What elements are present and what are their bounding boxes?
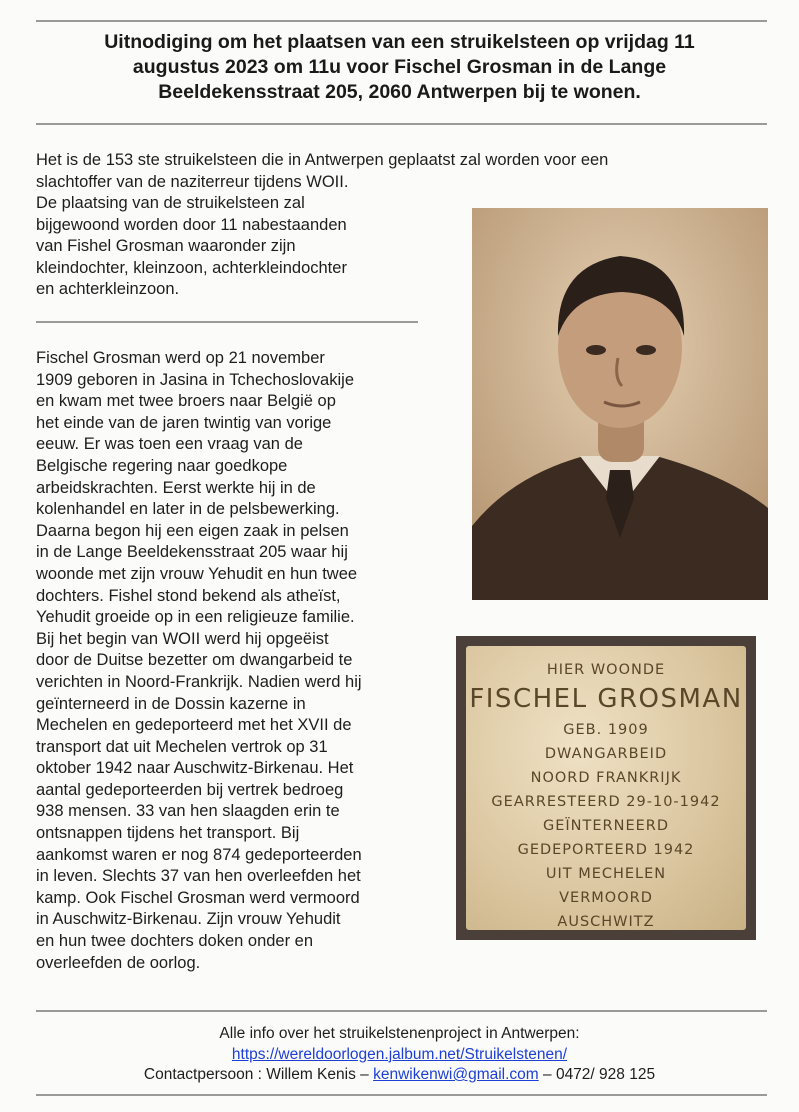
contact-email-link[interactable]: kenwikenwi@gmail.com (373, 1066, 539, 1083)
bio-line: door de Duitse bezetter om dwangarbeid te (36, 651, 353, 670)
bio-line: eeuw. Er was toen een vraag van de (36, 435, 303, 454)
intro-line-3: De plaatsing van de struikelsteen zal (36, 194, 305, 212)
bio-line: transport dat uit Mechelen vertrok op 31 (36, 737, 328, 756)
bio-line: en kwam met twee broers naar België op (36, 392, 336, 411)
bio-line: geïnterneerd in de Dossin kazerne in (36, 694, 306, 713)
intro-line-5: van Fishel Grosman waaronder zijn (36, 237, 296, 255)
bio-line: Mechelen en gedeporteerd met het XVII de (36, 716, 352, 735)
bio-line: arbeidskrachten. Eerst werkte hij in de (36, 478, 316, 497)
stolperstein-plate (466, 646, 746, 930)
bio-line: in Auschwitz-Birkenau. Zijn vrouw Yehudit (36, 910, 341, 929)
intro-line-4: bijgewoond worden door 11 nabestaanden (36, 215, 347, 234)
bio-line: Belgische regering naar goedkope (36, 456, 288, 475)
bio-line: Yehudit groeide op in een religieuze familie. (36, 608, 355, 627)
bio-line: aankomst waren er nog 874 gedeporteerden (36, 845, 362, 864)
bio-line: Bij het begin van WOII werd hij opgeëist (36, 629, 329, 648)
bio-line: verichten in Noord-Frankrijk. Nadien werd hij (36, 672, 362, 691)
bio-line: het einde van de jaren twintig van vorige (36, 413, 332, 432)
invitation-heading (40, 30, 759, 105)
bio-line: Fischel Grosman werd op 21 november (36, 349, 325, 367)
top-rule (36, 20, 767, 22)
bio-line: 938 mensen. 33 van hen slaagden erin te (36, 802, 340, 821)
intro-line-7: en achterkleinzoon. (36, 280, 180, 298)
stolperstein-image (456, 636, 756, 940)
project-link[interactable]: https://wereldoorlogen.jalbum.net/Struikelstenen/ (231, 1045, 568, 1063)
bio-line: woonde met zijn vrouw Yehudit en hun twee (36, 564, 358, 583)
bottom-rule (36, 1094, 767, 1096)
intro-rule (36, 321, 418, 323)
bio-line: kamp. Ook Fischel Grosman werd vermoord (36, 888, 360, 907)
stone-line: GEDEPORTEERD 1942 (517, 842, 695, 858)
bio-line: en hun twee dochters doken onder en (36, 932, 314, 951)
bio-line: kolenhandel en later in de pelsbewerking. (36, 500, 340, 519)
portrait-illustration (472, 208, 768, 600)
stone-line: DWANGARBEID (544, 746, 668, 762)
stone-line: NOORD FRANKRIJK (530, 770, 682, 786)
bio-line: Daarna begon hij een eigen zaak in pelsen (36, 521, 349, 540)
intro-line-2: slachtoffer van de naziterreur tijdens WOII. (36, 172, 349, 191)
bio-line: dochters. Fishel stond bekend als atheïst, (36, 586, 341, 605)
footer (40, 1024, 759, 1086)
intro-line-1: Het is de 153 ste struikelsteen die in Antwerpen geplaatst zal worden voor een (36, 151, 609, 169)
stone-line: AUSCHWITZ (557, 914, 655, 930)
stone-line: HIER WOONDE (546, 662, 666, 678)
stone-line: GEARRESTEERD 29-10-1942 (491, 794, 721, 810)
stone-victim-name: FISCHEL GROSMAN (469, 684, 743, 714)
bio-line: aantal gedeporteerden bij vertrek bedroeg (36, 780, 344, 799)
bio-line: 1909 geboren in Jasina in Tchechoslovakije (36, 370, 354, 389)
stone-line: GEÏNTERNEERD (542, 818, 670, 834)
stone-line: VERMOORD (559, 890, 653, 906)
contact-person: Contactpersoon : Willem Kenis – (143, 1066, 369, 1083)
heading-line-1: Uitnodiging om het plaatsen van een struikelsteen op vrijdag 11 (104, 31, 695, 53)
bio-line: overleefden de oorlog. (36, 953, 201, 972)
portrait-photo (472, 208, 768, 600)
heading-line-3: Beeldekensstraat 205, 2060 Antwerpen bij te wonen. (158, 81, 641, 103)
intro-line-6: kleindochter, kleinzoon, achterkleindochter (36, 258, 347, 277)
bio-line: oktober 1942 naar Auschwitz-Birkenau. Het (36, 759, 354, 778)
bio-line: ontsnappen tijdens het transport. Bij (36, 824, 300, 843)
contact-phone: – 0472/ 928 125 (543, 1066, 656, 1083)
bio-line: in de Lange Beeldekensstraat 205 waar hij (36, 543, 348, 562)
bio-line: in leven. Slechts 37 van hen overleefden het (36, 867, 361, 886)
heading-rule (36, 123, 767, 125)
stone-line: GEB. 1909 (563, 722, 649, 738)
footer-rule (36, 1010, 767, 1012)
stone-line: UIT MECHELEN (545, 866, 667, 882)
biography-paragraph (36, 348, 436, 974)
heading-line-2: augustus 2023 om 11u voor Fischel Grosman in de Lange (132, 56, 667, 78)
footer-info: Alle info over het struikelstenenproject in Antwerpen: (219, 1025, 580, 1042)
